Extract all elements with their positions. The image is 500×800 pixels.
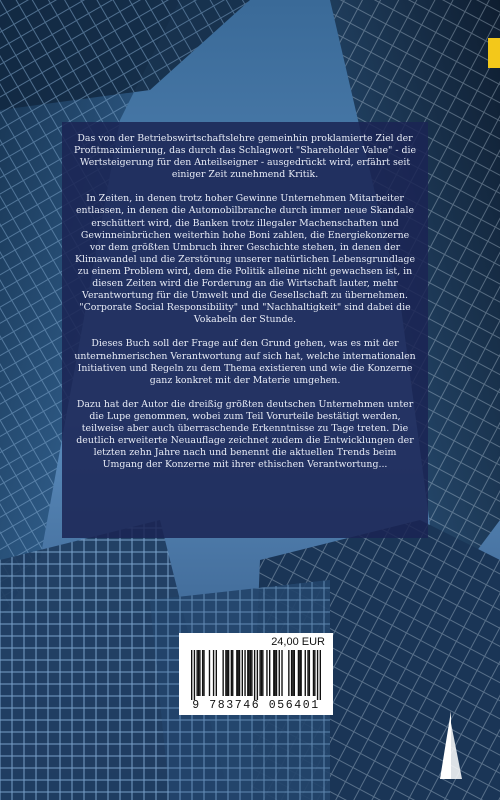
barcode-bar	[209, 650, 210, 696]
barcode-box	[179, 633, 333, 715]
blurb-paragraph-1: Das von der Betriebswirtschaftslehre gemeinhin proklamierte Ziel der Profitmaximierung, das durch das Schlagwort "Shareholder Value" - die Wertsteigerung für den Anteilseigner - ausgedrückt wird, erfährt seit einiger Zeit zunehmend Kritik.	[73, 133, 417, 181]
barcode-bar	[281, 650, 282, 696]
blurb-paragraph-2: In Zeiten, in denen trotz hoher Gewinne Unternehmen Mitarbeiter entlassen, in denen die Automobilbranche durch immer neue Skandale erschüttert wird, die Banken trotz illegaler Machenschaften und Gewinneinbrüchen weiterhin hohe Boni zahlen, die Energiekonzerne vor dem größten Umbruch ihrer Geschichte stehen, in denen der Klimawandel und die Zerstörung unserer natürlichen Lebensgrundlage zu einem Problem wird, dem die Politik alleine nicht gewachsen ist, in diesen Zeiten wird die Forderung an die Wirtschaft lauter, mehr Verantwortung für die Umwelt und die Gesellschaft zu übernehmen. "Corporate Social Responsibility" und "Nachhaltigkeit" sind dabei die Vokabeln der Stunde.	[74, 193, 416, 326]
barcode-bar	[261, 650, 262, 696]
barcode-bar	[202, 650, 203, 696]
barcode-bar	[269, 650, 270, 696]
barcode-bar	[244, 650, 245, 696]
barcode-bar	[288, 650, 289, 696]
barcode-bar	[251, 650, 252, 696]
barcode-bar	[228, 650, 229, 696]
barcode-bar	[320, 650, 321, 700]
barcode-bar	[279, 650, 280, 696]
barcode-bar	[196, 650, 197, 696]
barcode-bar	[236, 650, 237, 696]
barcode-bar	[213, 650, 214, 696]
barcode-bar	[259, 650, 260, 696]
blurb-paragraph-4: Dazu hat der Autor die dreißig größten deutschen Unternehmen unter die Lupe genommen, wobei zum Teil Vorurteile bestätigt werden, teilweise aber auch überraschende Erkenntnisse zu Tage treten. Die deutlich erweiterte Neuauflage zeichnet zudem die Entwicklungen der letzten zehn Jahre nach und benennt die aktuellen Trends beim Umgang der Konzerne mit ihrer ethischen Verantwortung...	[76, 398, 414, 471]
barcode-bar	[199, 650, 200, 696]
barcode-bar	[232, 650, 233, 696]
blurb-paragraph-3: Dieses Buch soll der Frage auf den Grund gehen, was es mit der unternehmerischen Verantwortung auf sich hat, welche internationalen Initiativen und Regeln zu dem Thema existieren und wie die Konzerne ganz konkret mit der Materie umgehen.	[74, 338, 416, 386]
corner-accent	[488, 38, 500, 68]
barcode-bar	[309, 650, 310, 696]
barcode-bar	[222, 650, 223, 696]
barcode	[183, 650, 329, 700]
barcode-bar	[291, 650, 292, 696]
isbn-number: 9 783746 056401	[192, 699, 320, 712]
barcode-bar	[299, 650, 300, 696]
barcode-bar	[198, 650, 199, 696]
barcode-bar	[250, 650, 251, 696]
barcode-bar	[238, 650, 239, 696]
barcode-bar	[266, 650, 267, 696]
barcode-bar	[194, 650, 195, 700]
barcode-bar	[247, 650, 248, 696]
barcode-bar	[298, 650, 299, 696]
barcode-bar	[203, 650, 204, 696]
price-label: 24,00 EUR	[271, 636, 325, 648]
barcode-bar	[225, 650, 226, 696]
barcode-bar	[274, 650, 275, 696]
barcode-bar	[317, 650, 318, 700]
barcode-bar	[262, 650, 263, 696]
barcode-bar	[257, 650, 258, 700]
barcode-bar	[292, 650, 293, 696]
barcode-bar	[231, 650, 232, 696]
barcode-bar	[273, 650, 274, 696]
barcode-bar	[242, 650, 243, 696]
barcode-bar	[276, 650, 277, 696]
barcode-bar	[294, 650, 295, 696]
barcode-bar	[216, 650, 217, 696]
barcode-bar	[313, 650, 314, 696]
barcode-bar	[305, 650, 306, 696]
blurb-panel	[62, 122, 428, 538]
barcode-bar	[191, 650, 192, 700]
barcode-bar	[239, 650, 240, 696]
barcode-bar	[248, 650, 249, 696]
barcode-bar	[307, 650, 308, 696]
barcode-bar	[314, 650, 315, 696]
barcode-bar	[300, 650, 301, 696]
barcode-bar	[254, 650, 255, 700]
publisher-logo	[438, 705, 464, 781]
barcode-bar	[227, 650, 228, 696]
